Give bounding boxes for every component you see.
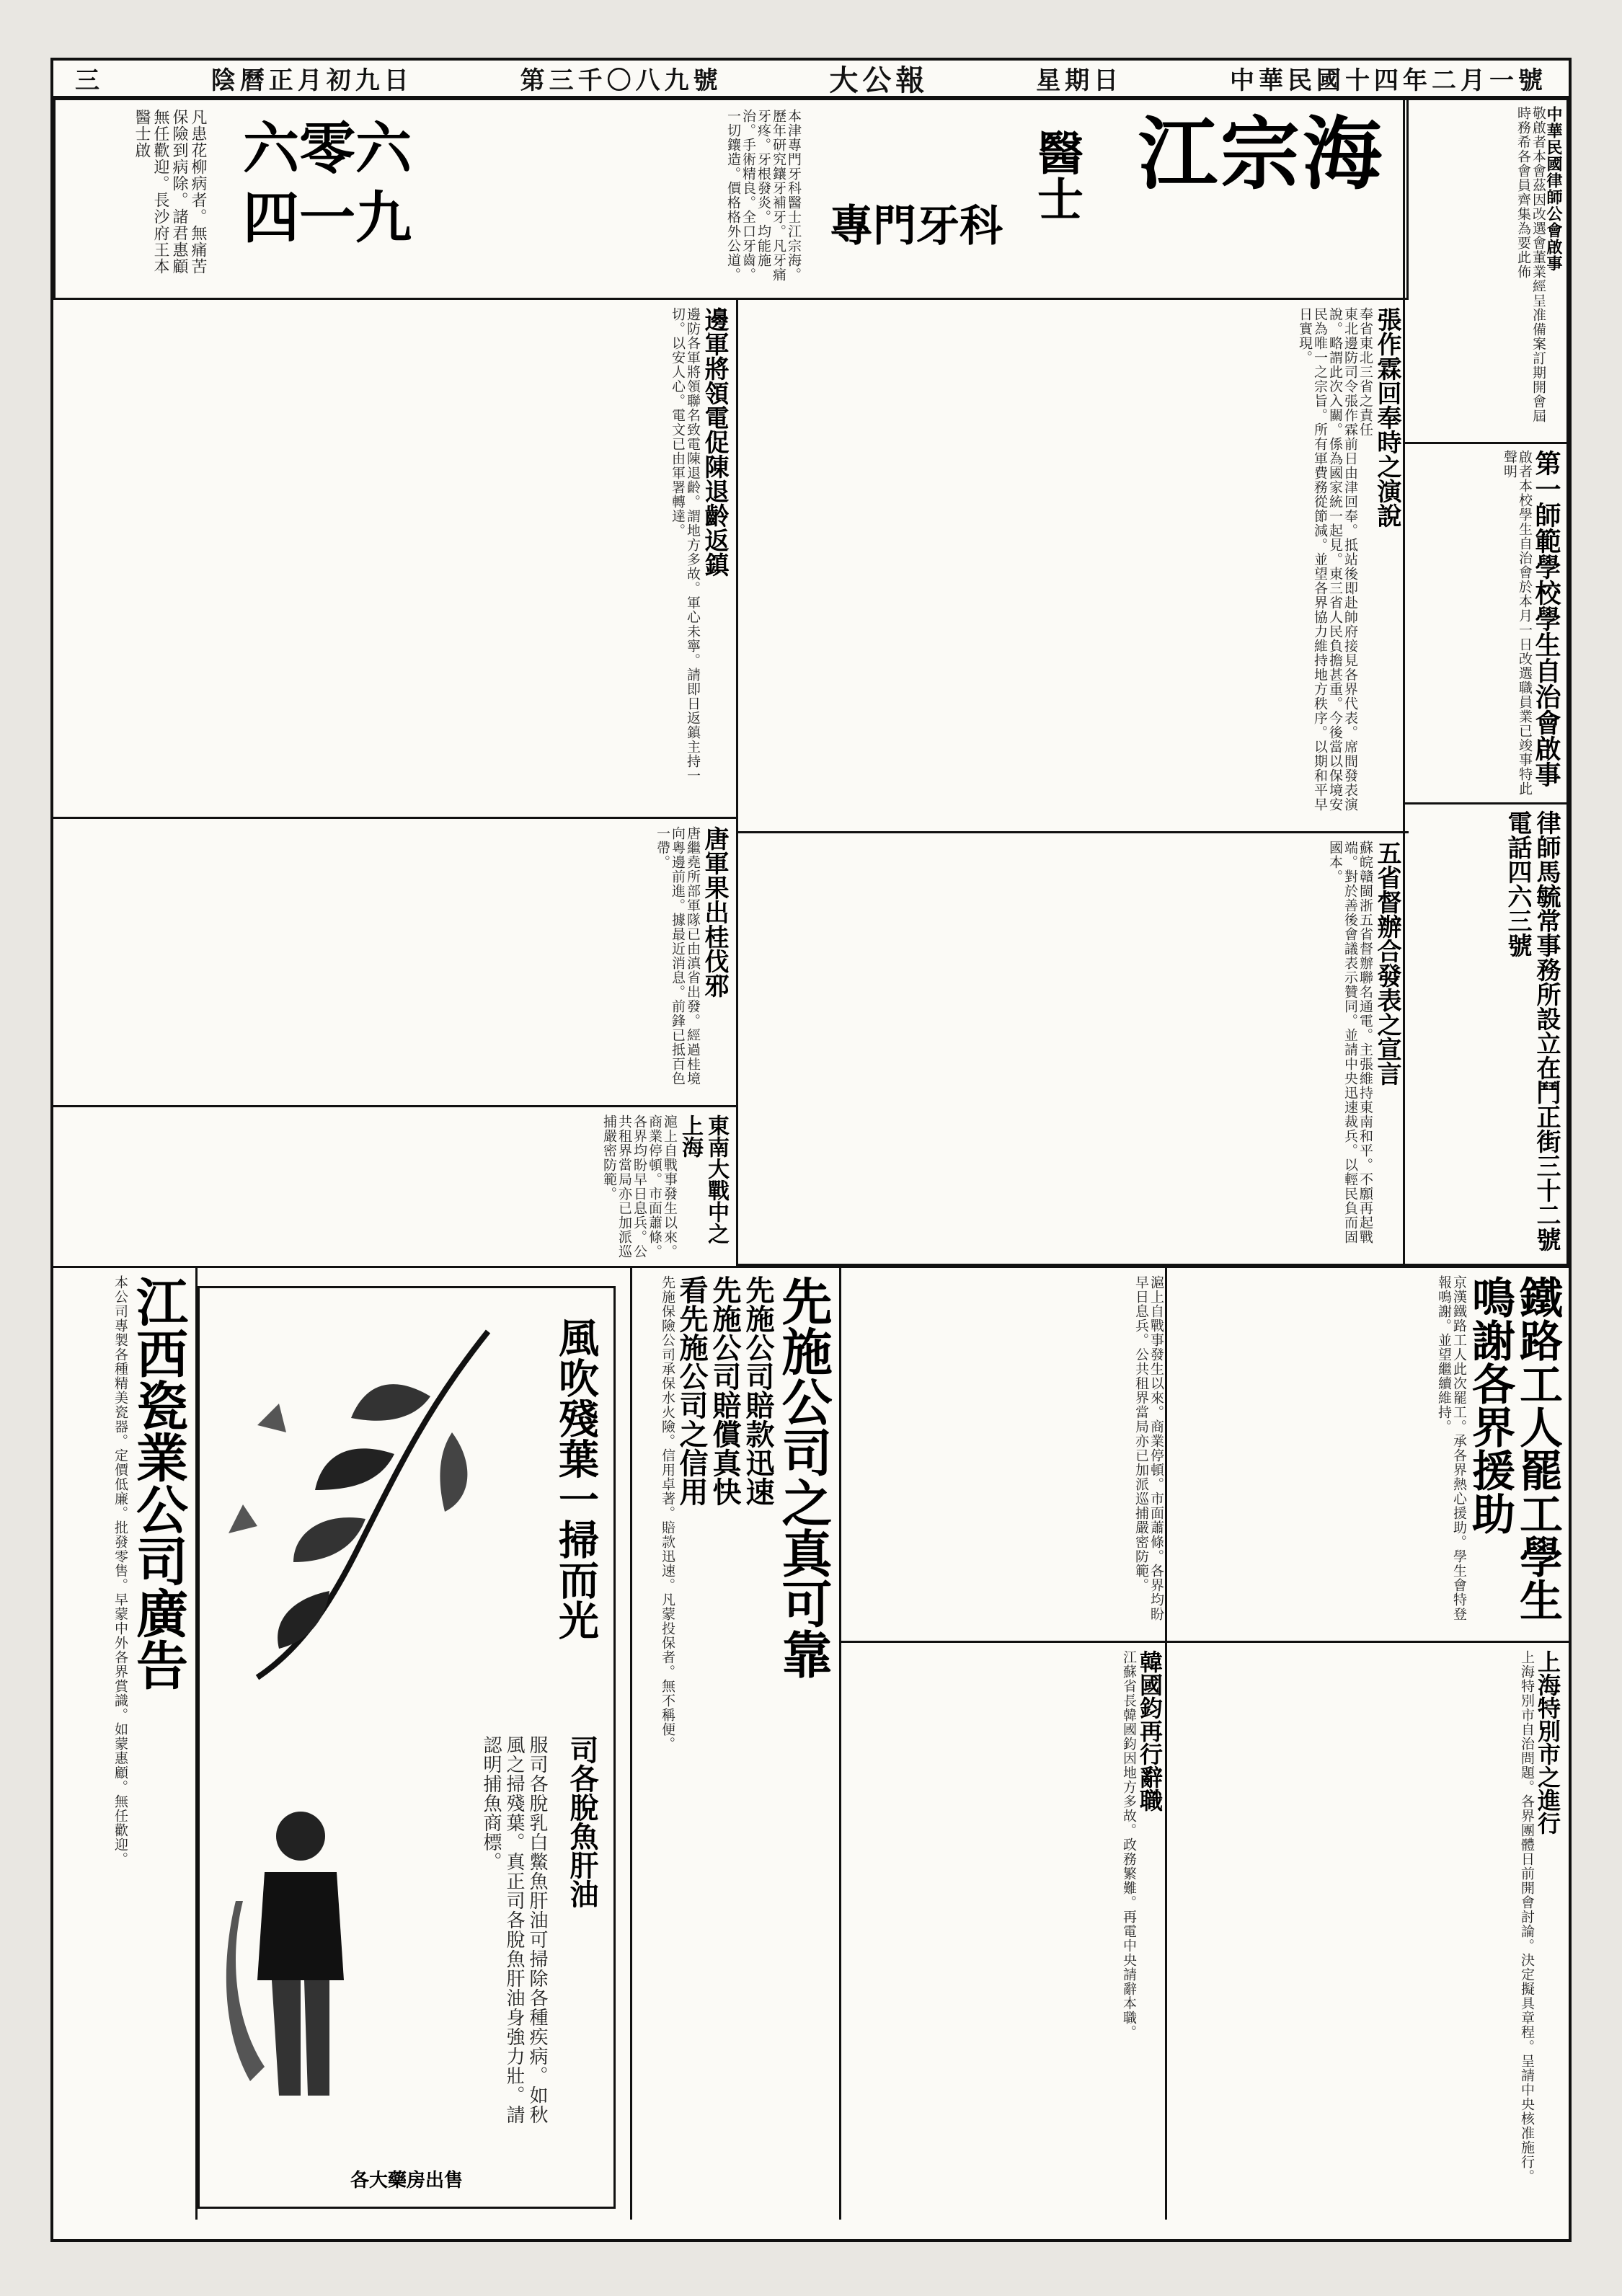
medicine-ad xyxy=(198,1286,616,2209)
jiangxi-porcelain-ad xyxy=(53,1268,198,2220)
leaf-branch-illustration xyxy=(214,1317,517,1692)
article-five-text: 蘇皖贛閩浙五省督辦聯名通電。主張維持東南和平。不願再起戰端。對於善後會議表示贊同。並請中央迅速裁兵。以輕民負而固國本。 xyxy=(1327,841,1373,1244)
medicine-seller: 各大藥房出售 xyxy=(350,2170,463,2191)
jiangxi-text: 本公司專製各種精美瓷器。定價低廉。批發零售。早蒙中外各界賞識。如蒙惠顧。無任歡迎。 xyxy=(112,1275,128,1866)
article-zhang-text: 東北邊防司令張作霖前日由津回奉。抵站後即赴帥府接見各界代表。席間發表演說。略謂此次入關。係為國家統一起見。東三省人民負擔甚重。今後當以保境安民為唯一之宗旨。所有軍費務從節減。並望各界協力維持地方秩序。以期和平早日實現。 xyxy=(1297,307,1358,812)
xianshi-sub1: 先施公司賠款迅速 xyxy=(741,1275,775,1506)
fisherman-trademark-icon xyxy=(221,1793,365,2110)
dentist-ad xyxy=(53,98,1409,300)
phone-bottom: 四一九 xyxy=(243,185,412,251)
medicine-text: 服司各脫乳白鱉魚肝油可掃除各種疾病。如秋風之掃殘葉。真正司各脫魚肝油身強力壯。請認明捕魚商標。 xyxy=(480,1735,548,2124)
jiangxi-head: 江西瓷業公司廣告 xyxy=(128,1275,189,1690)
article-zhang-zuolin xyxy=(738,300,1409,833)
article-five-head: 五省督辦合發表之宣言 xyxy=(1373,841,1401,1086)
dentist-side-text: 凡患花柳病者。無痛苦保險到病除。諸君惠顧無任歡迎。長沙府王本醫士啟 xyxy=(133,109,207,275)
xianshi-insurance-ad xyxy=(630,1268,839,2220)
lawyer-association-notice xyxy=(1403,98,1569,444)
masthead xyxy=(53,61,1569,98)
article-five-provinces xyxy=(738,833,1409,1266)
article-shanghai-city xyxy=(1165,1643,1569,2220)
paper-name: 大公報 xyxy=(829,63,929,97)
article-border-text: 邊防各軍將領聯名致電陳退齡。謂地方多故。軍心未寧。請即日返鎮主持一切。以安人心。電文已由軍署轉達。 xyxy=(670,307,701,783)
weekday: 星期日 xyxy=(1036,66,1123,95)
lawyer-office-notice xyxy=(1403,805,1569,1266)
article-border-head: 邊軍將領電促陳退齡返鎮 xyxy=(700,307,729,577)
xianshi-sub2: 先施公司賠償真快 xyxy=(708,1275,742,1506)
dentist-ad-text: 本津專門牙科醫士江宗海。歷年研究鑲牙補牙。凡牙痛牙疼。牙根發炎。均能施治。手術精良。全口牙齒。一切鑲造。價格格外公道。 xyxy=(725,109,802,282)
article-southeast-text: 滬上自戰事發生以來。商業停頓。市面蕭條。各界均盼早日息兵。公共租界當局亦已加派巡捕嚴密防範。 xyxy=(601,1114,678,1259)
article-shanghai-text: 上海特別市自治問題。各界團體日前開會討論。決定擬具章程。呈請中央核准施行。 xyxy=(1519,1650,1535,2184)
article-tang-army xyxy=(53,819,738,1107)
issue-number: 第三千〇八九號 xyxy=(520,66,722,95)
article-southeast-war xyxy=(53,1107,738,1266)
specialty-line1: 專門 xyxy=(830,201,916,252)
notice-text: 敬啟者本會茲因改選會董業經呈准備案訂期開會屆時務希各會員齊集為要此佈 xyxy=(1515,106,1546,423)
article-han-head: 韓國鈞再行辭職 xyxy=(1136,1650,1164,1812)
article-strike-thanks xyxy=(1165,1268,1569,1643)
article-shanghai-head: 上海特別市之進行 xyxy=(1534,1650,1561,1835)
article-han-resign xyxy=(839,1643,1171,2220)
school-notice-title: 第一師範學校學生自治會啟事 xyxy=(1531,450,1561,787)
article-tang-head: 唐軍果出桂伐邪 xyxy=(700,826,729,998)
dentist-title: 醫士 xyxy=(1029,129,1083,221)
xianshi-text: 先施保險公司承保水火險。信用卓著。賠款迅速。凡蒙投保者。無不稱便。 xyxy=(660,1275,675,1751)
republic-date: 中華民國十四年二月一號 xyxy=(1229,66,1547,95)
article-news-columns xyxy=(839,1268,1171,1643)
lunar-date: 陰曆正月初九日 xyxy=(210,66,413,95)
article-zhang-sub: 奉省東北三省之責任 xyxy=(1357,307,1373,437)
xianshi-head: 先施公司之真可靠 xyxy=(774,1275,833,1679)
notice-title: 中華民國律師公會啟事 xyxy=(1544,106,1563,272)
article-southeast-head: 東南大戰中之上海 xyxy=(678,1114,729,1244)
school-council-notice xyxy=(1403,444,1569,805)
xianshi-sub3: 看先施公司之信用 xyxy=(675,1275,709,1506)
article-strike-head: 鐵路工人罷工學生鳴謝各界援助 xyxy=(1465,1275,1563,1621)
article-border-army xyxy=(53,300,738,819)
specialty-line2: 牙科 xyxy=(916,201,1003,252)
article-zhang-head: 張作霖回奉時之演說 xyxy=(1373,307,1401,528)
article-strike-text: 京漢鐵路工人此次罷工。承各界熱心援助。學生會特登報鳴謝。並望繼續維持。 xyxy=(1436,1275,1467,1621)
medicine-headline: 風吹殘葉一掃而光 xyxy=(552,1317,600,1640)
dentist-specialty xyxy=(830,201,1003,252)
article-tang-text: 唐繼堯所部軍隊已由滇省出發。經過桂境向粵邊前進。據最近消息。前鋒已抵百色一帶。 xyxy=(655,826,701,1086)
article-han-text: 江蘇省長韓國鈞因地方多故。政務繁難。再電中央請辭本職。 xyxy=(1121,1650,1137,2039)
medicine-product: 司各脫魚肝油 xyxy=(565,1735,599,1908)
page-number: 三 xyxy=(75,66,104,95)
phone-top: 六零六 xyxy=(243,116,412,182)
dentist-name: 江宗海 xyxy=(1138,107,1385,200)
newspaper-page xyxy=(50,58,1572,2242)
lawyer-office-title: 律師馬毓常事務所設立在鬥正街三十二號電話四六三號 xyxy=(1503,810,1561,1251)
dentist-phone xyxy=(243,115,412,253)
school-notice-text: 啟者本校學生自治會於本月一日改選職員業已竣事特此聲明 xyxy=(1502,450,1533,796)
news-columns-text: 滬上自戰事發生以來。商業停頓。市面蕭條。各界均盼早日息兵。公共租界當局亦已加派巡捕嚴密防範。 xyxy=(1133,1275,1164,1621)
